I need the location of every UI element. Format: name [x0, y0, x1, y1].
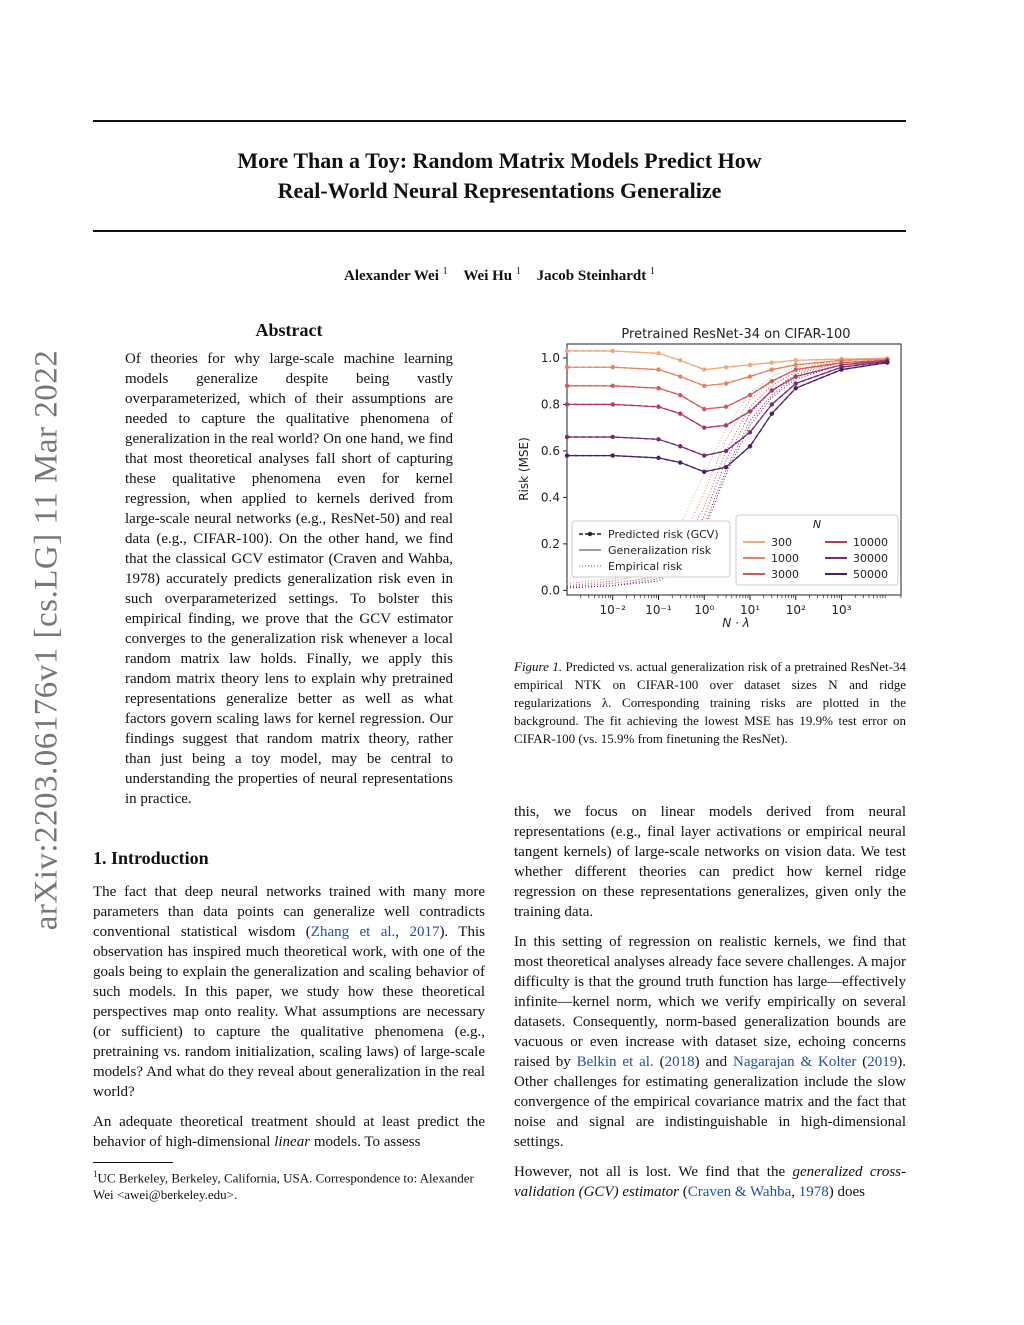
legend-n-label: 30000 — [853, 552, 888, 565]
predicted-risk-point — [565, 384, 569, 388]
legend-marker — [588, 532, 592, 536]
predicted-risk-point — [724, 423, 728, 427]
citation-link[interactable]: Craven & Wahba — [687, 1184, 792, 1200]
legend-styles — [572, 521, 730, 577]
predicted-risk-point — [748, 374, 752, 378]
predicted-risk-point — [794, 374, 798, 378]
legend-n-label: 3000 — [771, 568, 799, 581]
predicted-risk-point — [678, 374, 682, 378]
abstract-heading: Abstract — [255, 320, 323, 340]
x-tick-label: 10⁻² — [599, 603, 626, 617]
section-heading-introduction: 1. Introduction — [93, 848, 209, 868]
predicted-risk-point — [656, 405, 660, 409]
y-axis-label: Risk (MSE) — [517, 437, 531, 501]
predicted-risk-point — [724, 405, 728, 409]
introduction-body — [93, 882, 485, 1162]
legend-n — [736, 515, 898, 585]
paragraph: this, we focus on linear models derived from neural representations (e.g., final layer activations or empirical neural tangent kernels) of large-scale networks on vision data. We test whether different theories can predict how kernel ridge regression on these representations generalizes, given only the training data. — [514, 804, 906, 920]
predicted-risk-point — [656, 456, 660, 460]
predicted-risk-point — [770, 379, 774, 383]
predicted-risk-point — [748, 393, 752, 397]
figure-caption: Figure 1. Predicted vs. actual generalization risk of a pretrained ResNet-34 empirical NTK on CIFAR-100 over dataset sizes N and ridge regularizations λ. Corresponding training risks are plotted in the background. The fit achieving the lowest MSE has 19.9% test error on CIFAR-100 (vs. 15.9% from finetuning the ResNet). — [514, 659, 906, 746]
legend-label-predicted: Predicted risk (GCV) — [608, 528, 719, 541]
author-list — [93, 266, 906, 285]
y-tick-label: 0.8 — [540, 397, 560, 412]
title-line-2: Real-World Neural Representations Generalize — [277, 178, 722, 203]
author: Wei Hu $^1$ — [463, 266, 521, 284]
y-tick-label: 0.0 — [540, 583, 560, 598]
citation-link[interactable]: Zhang et al. — [310, 924, 396, 940]
predicted-risk-point — [611, 384, 615, 388]
predicted-risk-point — [565, 349, 569, 353]
citation-link[interactable]: 2018 — [664, 1054, 695, 1070]
predicted-risk-point — [770, 388, 774, 392]
predicted-risk-point — [678, 393, 682, 397]
title-rule-bottom — [93, 230, 906, 232]
abstract-body: Of theories for why large-scale machine learning models generalize despite being vastly overparameterized, which of their assumptions are needed to capture the qualitative phenomena of generalization in the real world? On one hand, we find that most theoretical analyses fall short of capturing these qualitative phenomena even for kernel regression, when applied to kernels derived from large-scale neural networks (e.g., ResNet-50) and real data (e.g., CIFAR-100). On the other hand, we find that the classical GCV estimator (Craven and Wahba, 1978) accurately predicts generalization risk even in such overparameterized settings. To bolster this empirical finding, we prove that the GCV estimator converges to the generalization risk whenever a local random matrix law holds. Finally, we apply this random matrix theory lens to explain why pretrained representations generalize better as well as what factors govern scaling laws for kernel regression. Our findings suggest that random matrix theory, rather than just being a toy model, may be central to understanding the properties of neural representations in practice. — [125, 351, 453, 807]
predicted-risk-point — [839, 367, 843, 371]
legend-title-n: N — [812, 518, 822, 531]
predicted-risk-point — [794, 363, 798, 367]
predicted-risk-point — [678, 460, 682, 464]
legend-n-label: 10000 — [853, 536, 888, 549]
legend-label-generalization: Generalization risk — [608, 544, 712, 557]
x-tick-label: 10⁰ — [694, 603, 715, 617]
predicted-risk-point — [702, 453, 706, 457]
y-tick-label: 0.4 — [540, 490, 560, 505]
arxiv-identifier: arXiv:2203.06176v1 [cs.LG] 11 Mar 2022 — [28, 349, 65, 931]
predicted-risk-point — [565, 435, 569, 439]
citation-link[interactable]: 2019 — [867, 1054, 898, 1070]
predicted-risk-point — [748, 363, 752, 367]
predicted-risk-point — [702, 367, 706, 371]
x-tick-label: 10¹ — [739, 603, 761, 617]
citation-link[interactable]: Belkin et al. — [576, 1054, 654, 1070]
chart-title: Pretrained ResNet-34 on CIFAR-100 — [621, 327, 851, 342]
predicted-risk-point — [611, 435, 615, 439]
predicted-risk-point — [794, 386, 798, 390]
predicted-risk-point — [611, 402, 615, 406]
paragraph: An adequate theoretical treatment should at least predict the behavior of high-dimensional linear models. To assess — [93, 1114, 485, 1150]
title-line-1: More Than a Toy: Random Matrix Models Predict How — [237, 148, 762, 173]
predicted-risk-point — [656, 437, 660, 441]
predicted-risk-point — [565, 402, 569, 406]
footnote-rule — [93, 1162, 173, 1163]
predicted-risk-point — [565, 365, 569, 369]
predicted-risk-point — [678, 412, 682, 416]
x-tick-label: 10⁻¹ — [645, 603, 672, 617]
predicted-risk-point — [702, 470, 706, 474]
y-tick-label: 0.2 — [540, 536, 560, 551]
figure-1 — [512, 322, 906, 634]
legend-n-label: 300 — [771, 536, 792, 549]
generalization-risk-line — [567, 363, 887, 472]
predicted-risk-point — [724, 365, 728, 369]
paragraph: However, not all is lost. We find that the generalized cross-validation (GCV) estimator (Craven & Wahba, 1978) does — [514, 1164, 906, 1200]
predicted-risk-point — [770, 367, 774, 371]
title-rule-top — [93, 120, 906, 122]
predicted-risk-point — [770, 360, 774, 364]
predicted-risk-point — [724, 465, 728, 469]
x-tick-label: 10² — [785, 603, 806, 617]
predicted-risk-point — [794, 381, 798, 385]
predicted-risk-point — [656, 386, 660, 390]
predicted-risk-point — [794, 367, 798, 371]
predicted-risk-point — [702, 407, 706, 411]
x-axis-label: N · λ — [722, 616, 750, 630]
predicted-risk-point — [885, 360, 889, 364]
footnote: $^1$UC Berkeley, Berkeley, California, USA. Correspondence to: Alexander Wei <awei@berkeley.edu>. — [93, 1169, 474, 1203]
predicted-risk-point — [678, 444, 682, 448]
risk-chart — [512, 322, 906, 634]
predicted-risk-point — [656, 351, 660, 355]
predicted-risk-point — [611, 349, 615, 353]
predicted-risk-point — [611, 453, 615, 457]
predicted-risk-point — [770, 402, 774, 406]
predicted-risk-point — [656, 367, 660, 371]
predicted-risk-point — [724, 381, 728, 385]
paragraph: The fact that deep neural networks trained with many more parameters than data points can generalize well contradicts conventional statistical wisdom (Zhang et al., 2017). This observation has inspired much theoretical work, with one of the goals being to explain the generalization and scaling behavior of such models. In this paper, we study how these theoretical perspectives map onto reality. What assumptions are necessary (or sufficient) to capture the qualitative phenomena (e.g., pretraining vs. random initialization, scaling laws) of large-scale models? And what do they reveal about generalization in the real world? — [93, 884, 485, 1100]
y-tick-label: 0.6 — [540, 443, 560, 458]
predicted-risk-point — [702, 384, 706, 388]
predicted-risk-point — [748, 444, 752, 448]
predicted-risk-point — [794, 358, 798, 362]
y-tick-label: 1.0 — [540, 350, 560, 365]
predicted-risk-point — [748, 430, 752, 434]
author: Jacob Steinhardt $^1$ — [536, 266, 655, 284]
right-column-body — [514, 802, 906, 1212]
predicted-risk-point — [565, 453, 569, 457]
predicted-risk-point — [702, 425, 706, 429]
predicted-risk-point — [724, 449, 728, 453]
predicted-risk-point — [678, 358, 682, 362]
legend-label-empirical: Empirical risk — [608, 560, 683, 573]
predicted-risk-point — [611, 365, 615, 369]
citation-link[interactable]: 1978 — [798, 1184, 829, 1200]
predicted-risk-point — [770, 412, 774, 416]
paragraph: In this setting of regression on realistic kernels, we find that most theoretical analyses already face severe challenges. A major difficulty is that the ground truth function has large—effectively infinite—kernel norm, which we verify empirically on several datasets. Consequently, norm-based generalization bounds are vacuous or even increase with dataset size, echoing concerns raised by Belkin et al. (2018) and Nagarajan & Kolter (2019). Other challenges for estimating generalization include the slow convergence of the empirical covariance matrix and the fact that noise and signal are indistinguishable in high-dimensional settings. — [514, 934, 906, 1150]
legend-n-label: 1000 — [771, 552, 799, 565]
paper-title — [93, 146, 906, 206]
author: Alexander Wei $^1$ — [344, 266, 448, 284]
citation-link[interactable]: 2017 — [409, 924, 440, 940]
legend-n-label: 50000 — [853, 568, 888, 581]
x-tick-label: 10³ — [831, 603, 852, 617]
citation-link[interactable]: Nagarajan & Kolter — [733, 1054, 857, 1070]
predicted-risk-point — [748, 409, 752, 413]
